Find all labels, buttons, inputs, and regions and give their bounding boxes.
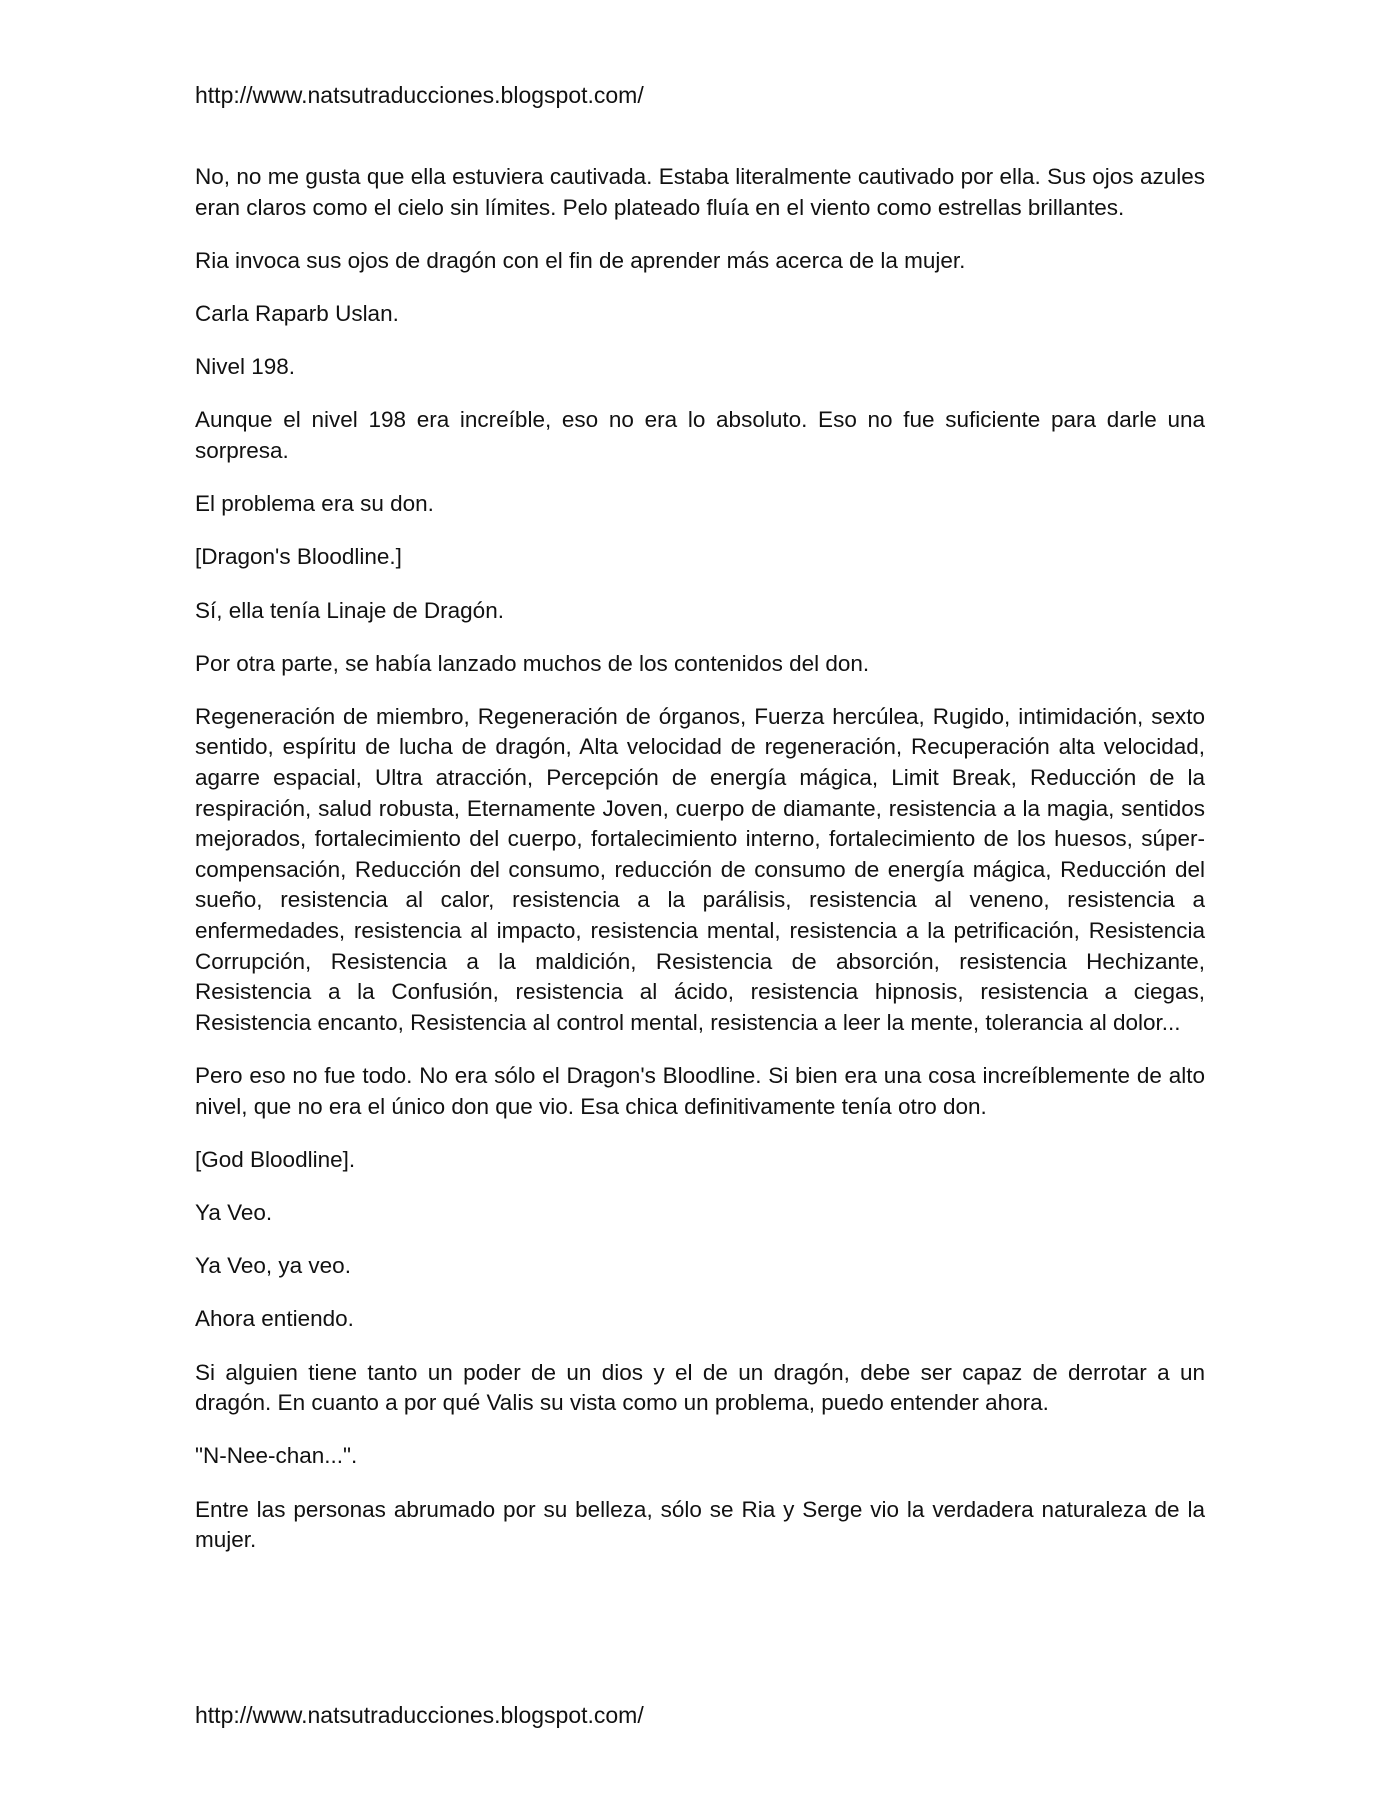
paragraph: [Dragon's Bloodline.]: [195, 544, 402, 570]
paragraph: Sí, ella tenía Linaje de Dragón.: [195, 597, 504, 623]
paragraph: Por otra parte, se había lanzado muchos de los contenidos del don.: [195, 650, 870, 676]
paragraph: Nivel 198.: [195, 354, 296, 380]
paragraph: El problema era su don.: [195, 491, 434, 517]
paragraph: Si alguien tiene tanto un poder de un dios y el de un dragón, debe ser capaz de derrotar a un dragón. En cuanto a por qué Valis su vista como un problema, puedo entender ahora.: [195, 1359, 1205, 1416]
document-body: [195, 162, 1205, 1578]
paragraph: Ya Veo, ya veo.: [195, 1253, 351, 1279]
paragraph: Ria invoca sus ojos de dragón con el fin de aprender más acerca de la mujer.: [195, 247, 966, 273]
paragraph: Entre las personas abrumado por su belleza, sólo se Ria y Serge vio la verdadera naturaleza de la mujer.: [195, 1496, 1205, 1553]
paragraph: Regeneración de miembro, Regeneración de órganos, Fuerza hercúlea, Rugido, intimidación, sexto sentido, espíritu de lucha de dragón, Alta velocidad de regeneración, Recuperación alta velocidad, agarre espacial, Ultra atracción, Percepción de energía mágica, Limit Break, Reducción de la respiración, salud robusta, Eternamente Joven, cuerpo de diamante, resistencia a la magia, sentidos mejorados, fortalecimiento del cuerpo, fortalecimiento interno, fortalecimiento de los huesos, súper-compensación, Reducción del consumo, reducción de consumo de energía mágica, Reducción del sueño, resistencia al calor, resistencia a la parálisis, resistencia al veneno, resistencia a enfermedades, resistencia al impacto, resistencia mental, resistencia a la petrificación, Resistencia Corrupción, Resistencia a la maldición, Resistencia de absorción, resistencia Hechizante, Resistencia a la Confusión, resistencia al ácido, resistencia hipnosis, resistencia a ciegas, Resistencia encanto, Resistencia al control mental, resistencia a leer la mente, tolerancia al dolor...: [195, 703, 1205, 1035]
paragraph: Ya Veo.: [195, 1199, 273, 1225]
header-url[interactable]: http://www.natsutraducciones.blogspot.com/: [195, 82, 644, 108]
paragraph: [God Bloodline].: [195, 1146, 356, 1172]
footer-url[interactable]: http://www.natsutraducciones.blogspot.com/: [195, 1702, 644, 1728]
paragraph: Pero eso no fue todo. No era sólo el Dragon's Bloodline. Si bien era una cosa increíblemente de alto nivel, que no era el único don que vio. Esa chica definitivamente tenía otro don.: [195, 1063, 1205, 1119]
paragraph: Ahora entiendo.: [195, 1306, 354, 1332]
paragraph: "N-Nee-chan...".: [195, 1443, 358, 1469]
paragraph: Aunque el nivel 198 era increíble, eso no era lo absoluto. Eso no fue suficiente para darle una sorpresa.: [195, 407, 1205, 463]
paragraph: Carla Raparb Uslan.: [195, 300, 399, 326]
paragraph: No, no me gusta que ella estuviera cautivada. Estaba literalmente cautivado por ella. Sus ojos azules eran claros como el cielo sin límites. Pelo plateado fluía en el viento como estrellas brillantes.: [195, 164, 1205, 220]
